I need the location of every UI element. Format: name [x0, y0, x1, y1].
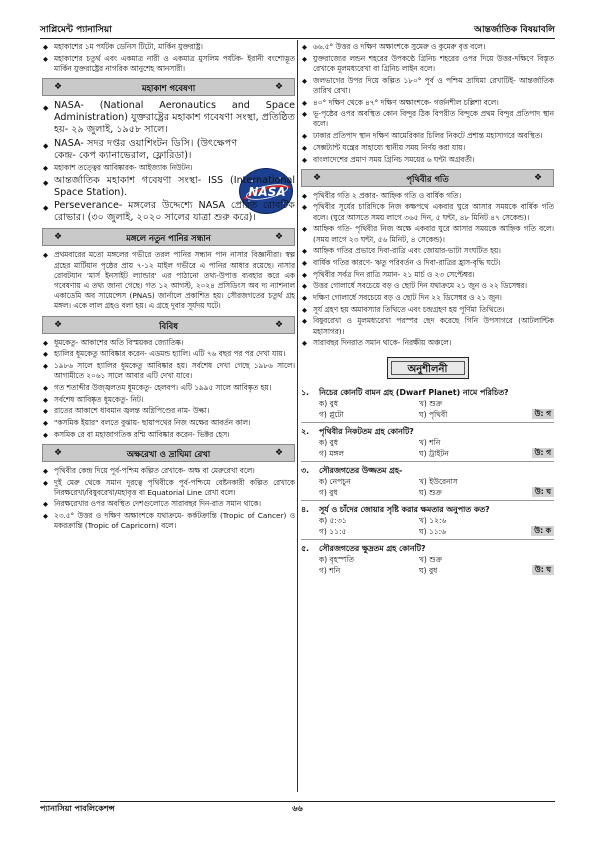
earth-motion-list: [301, 191, 554, 349]
section-heading-earth-motion: ❖ পৃথিবীর গতি ❖: [301, 169, 554, 187]
question-list: [301, 387, 554, 576]
list-item: ◆ পৃথিবীর গতি ২ প্রকার- আহ্নিক গতি ও বার্ষিক গতি।: [301, 191, 554, 201]
intro-list: [42, 42, 295, 74]
list-item: ◆ ৬৬.৫° উত্তর ও দক্ষিণ অক্ষাংশকে সুমেরু ও কুমেরু বৃত্ত বলে।: [301, 42, 554, 52]
option-c: গ) বুধ: [319, 487, 338, 497]
question-number: ৩.: [301, 465, 310, 475]
section-heading-mars-water: ❖ মঙ্গলে নতুন পানির সন্ধান ❖: [42, 228, 295, 246]
answer-badge: উ: ক: [531, 526, 554, 536]
list-item: ◆ মহাকাশ তত্ত্বের আবিষ্কারক- আইজ্যাক নিউটন।: [42, 163, 295, 173]
list-item: ◆ কসমিক রে বা মহাজাগতিক রশ্মি আবিষ্কার করেন- ভিক্টর হেস।: [42, 430, 295, 440]
list-item: ◆ NASA- সদর দপ্তর ওয়াশিংটন ডিসি। (উৎক্ষেপণ কেন্দ্র- কেপ ক্যানাভেরাল, ফ্লোরিডা)।: [42, 138, 295, 162]
right-column: [301, 42, 554, 792]
space-research-block: [42, 100, 295, 224]
list-item: ◆ সূর্য গ্রহণ হয় অমাবস্যার তিথিতে এবং চন্দ্রগ্রহণ হয় পূর্ণিমা তিথিতে।: [301, 305, 554, 315]
list-item: ◆ ঢাকার প্রতিপাদ স্থান দক্ষিণ আমেরিকার চিলির নিকটে প্রশান্ত মহাসাগরে অবস্থিত।: [301, 131, 554, 141]
question-divider: [301, 461, 554, 462]
list-item: ◆ বিষুবরেখা ও মূলমধ্যরেখা পরস্পর ছেদ করেছে গিনি উপসাগরে (আটলান্টিক মহাসাগর)।: [301, 316, 554, 336]
list-item: ◆ ২৩.৫° উত্তর ও দক্ষিণ অক্ষাংশকে যথাক্রমে- কর্কটক্রান্তি (Tropic of Cancer) ও মকরক্রান্তি (Tropic of Capricorn) বলে।: [42, 511, 295, 531]
ornament-icon: ❖: [53, 232, 63, 243]
ornament-icon: ❖: [312, 172, 322, 183]
list-item: ◆ জলভাগের উপর দিয়ে কল্পিত ১৮০° পূর্ব ও পশ্চিম দ্রাঘিমা রেখাটিই- আন্তর্জাতিক তারিখ রেখা।: [301, 76, 554, 96]
ornament-icon: ❖: [53, 82, 63, 93]
list-item: ◆ নিরক্ষরেখার ওপর অবস্থিত দেশগুলোতে সারাবছর দিন-রাত সমান থাকে।: [42, 499, 295, 509]
question-divider: [301, 539, 554, 540]
question-options: [301, 398, 554, 420]
question-number: ২.: [301, 426, 310, 436]
latitude-list: [42, 466, 295, 532]
question-options: [301, 437, 554, 459]
option-a: ক) ৫:৩১: [319, 515, 347, 525]
question-number: ৪.: [301, 504, 310, 514]
option-b: খ) শুক্র: [419, 554, 442, 564]
column-divider: [297, 40, 298, 792]
list-item: ◆ সারাবছর দিনরাত সমান থাকে- নিরক্ষীয় অঞ্চলে।: [301, 338, 554, 348]
list-item: ◆ ১৯৮৬ সালে হ্যালির ধূমকেতু আবিষ্কার হয়। সর্বশেষ দেখা গেছে ১৯৮৬ সালে। আগামীতে ২০৬১ সালে আবার এটি দেখা যাবে।: [42, 361, 295, 381]
list-item: ◆ দক্ষিণ গোলার্ধে সবচেয়ে বড় ও ছোট দিন ২২ ডিসেম্বর ও ২১ জুন।: [301, 293, 554, 303]
misc-list: [42, 338, 295, 440]
list-item: ◆ মহাকাশের ১ম পর্যটক ডেনিস টিটো, মার্কিন যুক্তরাষ্ট্র।: [42, 42, 295, 52]
question-number: ১.: [301, 387, 310, 397]
section-heading-space-research: ❖ মহাকাশ গবেষণা ❖: [42, 78, 295, 96]
ornament-icon: ❖: [274, 232, 284, 243]
publisher-name: প্যানাসিয়া পাবলিকেশন্স: [40, 804, 115, 813]
option-c: গ) মঙ্গল: [319, 448, 344, 458]
page-number: ৬৬: [292, 804, 303, 813]
page-footer: [40, 803, 555, 815]
question-item: [301, 465, 554, 501]
space-research-list: [42, 100, 295, 224]
list-item: ◆ বাংলাদেশের প্রমাণ সময় গ্রিনিচ সময়ের ৬ ঘন্টা অগ্রবর্তী।: [301, 155, 554, 165]
option-c: গ) ১১:৫: [319, 526, 347, 536]
list-item: ◆ পৃথিবীর কেন্দ্র দিয়ে পূর্ব-পশ্চিম কল্পিত রেখাকে- অক্ষ বা মেরুরেখা বলে।: [42, 466, 295, 476]
question-number: ৫.: [301, 543, 310, 553]
option-b: খ) শুক্র: [419, 398, 442, 408]
answer-badge: উ: ঘ: [532, 565, 554, 575]
list-item: ◆ সর্বশেষ আবিষ্কৃত ধূমকেতু- নিট।: [42, 395, 295, 405]
ornament-icon: ❖: [274, 82, 284, 93]
section-heading-latitude-longitude: ❖ অক্ষরেখা ও দ্রাঘিমা রেখা ❖: [42, 444, 295, 462]
question-options: [301, 554, 554, 576]
footer-rule: [40, 801, 555, 802]
ornament-icon: ❖: [53, 319, 63, 330]
question-item: [301, 543, 554, 576]
exercise-title-box: [387, 357, 469, 379]
option-b: খ) ইউরেনাস: [419, 476, 458, 486]
ornament-icon: ❖: [274, 447, 284, 458]
question-item: [301, 426, 554, 462]
list-item: ◆ আহ্নিক গতির প্রভাবে দিবা-রাত্রি এবং জোয়ার-ভাটা সংঘটিত হয়।: [301, 246, 554, 256]
question-text: সৌরজগতের ক্ষুদ্রতম গ্রহ কোনটি?: [319, 543, 426, 553]
question-item: [301, 504, 554, 540]
answer-badge: উ: গ: [532, 448, 554, 458]
list-item: ◆ হ্যালির ধূমকেতু আবিষ্কার করেন- এডমন্ড হ্যালি। এটি ৭৬ বছর পর পর দেখা যায়।: [42, 349, 295, 359]
section-heading-misc: ❖ বিবিধ ❖: [42, 316, 295, 334]
header-rule: [40, 38, 555, 39]
option-a: ক) বুধ: [319, 398, 338, 408]
list-item: ◆ দুই মেরু থেকে সমান দূরত্বে পৃথিবীকে পূর্ব-পশ্চিমে বেষ্টনকারী কল্পিত রেখাকে নিরক্ষরেখা/বিষুবরেখা/মহাবৃত্ত বা Equatorial Line রেখা বলে।: [42, 478, 295, 498]
option-d: ঘ) ট্রাইটন: [419, 448, 449, 458]
question-item: [301, 387, 554, 423]
list-item: ◆ সেক্সট্যান্ট যন্ত্রের সাহায্যে স্থানীয় সময় নির্ণয় করা যায়।: [301, 143, 554, 153]
list-item: ◆ "কসমিক ইয়ার" বলতে বুঝায়- ছায়াপথের নিজ অক্ষের আবর্তন কাল।: [42, 418, 295, 428]
option-d: ঘ) বুধ: [419, 565, 438, 575]
question-text: সূর্য ও চাঁদের জোয়ার সৃষ্টি করার ক্ষমতার অনুপাত কত?: [319, 504, 490, 514]
option-d: ঘ) পৃথিবী: [419, 409, 448, 419]
ornament-icon: ❖: [53, 447, 63, 458]
list-item: ◆ উত্তর গোলার্ধে সবচেয়ে বড় ও ছোট দিন যথাক্রমে ২১ জুন ও ২২ ডিসেম্বর।: [301, 281, 554, 291]
exercise-title: অনুশীলনী: [407, 363, 448, 375]
list-item: ◆ ধূমকেতু- আকাশের অতি বিস্ময়কর জ্যোতিষ্ক।: [42, 338, 295, 348]
list-item: ◆ যুক্তরাজ্যের লন্ডন শহরের উপকণ্ঠে গ্রিনিচ শহরের ওপর দিয়ে উত্তর-দক্ষিণে বিস্তৃত রেখাকে মূলমধ্যরেখা বা গ্রিনিচ লাইন বলে।: [301, 54, 554, 74]
list-item: ◆ ভূ-পৃষ্ঠের ওপর অবস্থিত কোন বিন্দুর ঠিক বিপরীত বিন্দুকে প্রথম বিন্দুর প্রতিপাদ স্থান বলে।: [301, 109, 554, 129]
question-text: সৌরজগতের উজ্জতম গ্রহ-: [319, 465, 403, 475]
list-item: ◆ পৃথিবীর সর্বত্র দিন রাত্রি সমান- ২১ মার্চ ও ২৩ সেপ্টেম্বর।: [301, 270, 554, 280]
svg-text:NASA: NASA: [248, 185, 286, 200]
header-right-title: আন্তর্জাতিক বিষয়াবলি: [474, 25, 555, 35]
ornament-icon: ❖: [274, 319, 284, 330]
list-item: ◆ ৪০° দক্ষিণ থেকে ৪৭° দক্ষিণ অক্ষাংশকে- গর্জনশীল চল্লিশা বলে।: [301, 98, 554, 108]
option-c: গ) প্লুটো: [319, 409, 344, 419]
option-a: ক) বৃহস্পতি: [319, 554, 355, 564]
list-item: ◆ পৃথিবীর সূর্যের চারিদিকে নিজ কক্ষপথে একবার ঘুরে আসার সময়কে বার্ষিক গতি বলে। (ঘুরে আসতে সময় লাগে ৩৬৫ দিন, ৫ ঘন্টা, ৪৮ মিনিট ৪৭ সেকেন্ড)।: [301, 202, 554, 222]
question-text: নিচের কোনটি বামন গ্রহ (Dwarf Planet) নামে পরিচিত?: [319, 387, 509, 397]
list-item: ◆ মহাকাশের চতুর্থ এবং একমাত্র নারী ও একমাত্র মুসলিম পর্যটক- ইরানী বংশোদ্ভূত মার্কিন যুক্তরাষ্ট্রের নাগরিক আনুশেহ আনসারী।: [42, 54, 295, 74]
option-b: খ) ১২:৬: [419, 515, 447, 525]
option-b: খ) শনি: [419, 437, 441, 447]
mars-water-paragraph: ◆ প্রথমবারের মতো মঙ্গলের গভীরে তরল পানির সন্ধান পান নাসার বিজ্ঞানীরা। স্বল্প গ্রহের মার্টিয়ান পৃষ্ঠের প্রায় ৭-১২ মাইল গভীরে এ পানির আধার রয়েছে। নাসার রোবটযান 'মার্স ইনসাইট ল্যান্ডার' এর পাঠানো তথ্য-উপাত্ত ব্যবহার করে এক গবেষণায় এ তথ্য জানা গেছে। গত ১২ আগস্ট, ২০২৪ প্রসিডিংস অব দ্য ন্যাশনাল একাডেমি অব সায়েন্সেস (PNAS) জার্নালে প্রকাশিত হয়। সৌরজগতের চতুর্থ গ্রহ মঙ্গল। একে লাল গ্রহও বলা হয়। এ গ্রহে দুবার সূর্যদয় ঘটে।: [42, 250, 295, 311]
option-d: ঘ) ১১:৬: [419, 526, 447, 536]
list-item: ◆ আন্তর্জাতিক মহাকাশ গবেষণা সংস্থা- ISS (International Space Station).: [42, 175, 295, 199]
option-d: ঘ) শুক্র: [419, 487, 442, 497]
ornament-icon: ❖: [533, 172, 543, 183]
question-text: পৃথিবীর নিকটতম গ্রহ কোনটি?: [319, 426, 414, 436]
list-item: ◆ রাতের আকাশে ধাবমান জ্বলন্ত অগ্নিপিণ্ডের নাম- উল্কা।: [42, 406, 295, 416]
option-a: ক) বুধ: [319, 437, 338, 447]
option-c: গ) শনি: [319, 565, 341, 575]
list-item: ◆ গত শতাব্দীর উজ্জ্বলতম ধূমকেতু- হেলবপ। এটি ১৯৯৫ সালে আবিষ্কৃত হয়।: [42, 383, 295, 393]
question-divider: [301, 500, 554, 501]
option-a: ক) নেপচুন: [319, 476, 351, 486]
list-item: ◆ Perseverance- মঙ্গলের উদ্দেশ্যে NASA প্রেরিত রোবটিক রোভার। (৩০ জুলাই, ২০২০ সালের যাত্রা শুরু করে)।: [42, 200, 295, 224]
latitude-cont-list: [301, 42, 554, 165]
answer-badge: উ: গ: [532, 409, 554, 419]
page-header: [40, 22, 555, 38]
list-item: ◆ আহ্নিক গতি- পৃথিবীর নিজ অক্ষে একবার ঘুরে আসার সময়কে আহ্নিক গতি বলে। (সময় লাগে ২৩ ঘন্টা, ৫৬ মিনিট, ৪ সেকেন্ড)।: [301, 224, 554, 244]
question-options: [301, 476, 554, 498]
answer-badge: উ: ঘ: [532, 487, 554, 497]
question-divider: [301, 422, 554, 423]
list-item: ◆ NASA- (National Aeronautics and Space Administration) যুক্তরাষ্ট্রের মহাকাশ গবেষণা সংস্থা, প্রতিষ্ঠিত হয়- ২৯ জুলাই, ১৯৫৮ সালে।: [42, 100, 295, 136]
question-options: [301, 515, 554, 537]
left-column: [42, 42, 295, 792]
header-left-title: সাপ্লিমেন্ট প্যানাসিয়া: [40, 25, 112, 35]
list-item: ◆ বার্ষিক গতির কারণে- ঋতু পরিবর্তন ও দিবা-রাত্রির হ্রাস-বৃদ্ধি ঘটে।: [301, 258, 554, 268]
